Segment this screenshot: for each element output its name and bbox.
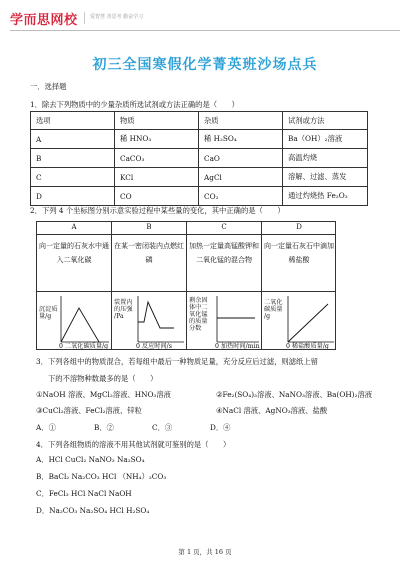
table-cell: 通过灼烧热 Fe₂O₃ <box>283 187 368 206</box>
y-axis-label: 装置内的压强/Pa <box>114 299 133 320</box>
table-cell: AgCl <box>199 168 283 187</box>
table-cell: A <box>31 130 115 149</box>
page-header <box>0 0 410 30</box>
question-3-answers <box>36 423 268 433</box>
answer-choice-b: B．② <box>94 423 114 432</box>
question-2-option-grid <box>36 221 336 350</box>
question-3-item-1: ①NaOH 溶液、MgCl₂溶液、HNO₃溶液 <box>36 390 171 399</box>
table-cell: CO <box>115 187 199 206</box>
brand-logo: 学而思网校 <box>10 13 78 28</box>
question-4-choice-c: C．FeCl₃ HCl NaCl NaOH <box>36 489 132 498</box>
table-row <box>31 130 368 149</box>
page-footer: 第 1 页，共 16 页 <box>178 548 232 556</box>
question-3-item-3: ③CuCl₂溶液、FeCl₂溶液、锌粒 <box>36 406 142 415</box>
question-3-stem-continued: 下的不溶物种数最多的是（ ） <box>48 374 158 383</box>
header-rule <box>10 30 400 31</box>
section-heading: 一．选择题 <box>30 82 67 91</box>
option-c-graph <box>187 292 261 349</box>
table-header-row <box>31 112 368 130</box>
y-axis-label: 二氧化碳质量/g <box>264 299 283 320</box>
table-cell: CaCO₃ <box>115 149 199 168</box>
x-axis-label: 0 稀盐酸质量/g <box>286 343 329 349</box>
question-4-choice-b: B．BaCl₂ Na₂CO₃ HCl （NH₄）₂CO₃ <box>36 472 167 481</box>
table-cell: B <box>31 149 115 168</box>
table-cell: 稀 H₂SO₄ <box>199 130 283 149</box>
y-axis-label: 沉淀质量/g <box>39 306 58 320</box>
table-row <box>31 149 368 168</box>
option-a-graph <box>37 292 111 349</box>
x-axis-label: 0 反应时间/s <box>136 343 172 349</box>
option-b-letter: B <box>146 223 152 231</box>
question-1-stem: 1．除去下列物质中的少量杂质所选试剂或方法正确的是（ ） <box>30 100 239 109</box>
x-axis-label: 0 加热时间/min <box>215 343 260 349</box>
grid-divider <box>37 234 335 235</box>
option-c-description: 加热一定量高锰酸钾和二氧化锰的混合物 <box>189 242 259 264</box>
option-b-description: 在某一密闭装内点燃红磷 <box>114 242 184 264</box>
table-cell: 稀 HNO₃ <box>115 130 199 149</box>
y-axis-label: 剩余固体中二氧化锰的质量分数 <box>189 297 208 332</box>
table-row <box>31 168 368 187</box>
document-title: 初三全国寒假化学菁英班沙场点兵 <box>92 57 318 73</box>
table-cell: 高温灼烧 <box>283 149 368 168</box>
answer-choice-d: D．④ <box>210 423 231 432</box>
option-d-graph <box>262 292 336 349</box>
table-header-cell: 试剂或方法 <box>283 112 368 130</box>
table-row <box>31 187 368 206</box>
option-d-description: 向一定量石灰石中滴加稀盐酸 <box>264 242 334 264</box>
question-2-stem: 2．下列 4 个坐标图分别示意实验过程中某些量的变化，其中正确的是（ ） <box>30 206 285 215</box>
question-3-item-4: ④NaCl 溶液、AgNO₃溶液、盐酸 <box>216 406 328 415</box>
answer-choice-c: C．③ <box>152 423 173 432</box>
table-header-cell: 选项 <box>31 112 115 130</box>
question-4-choice-d: D．Na₂CO₃ Na₂SO₄ HCl H₂SO₄ <box>36 506 150 515</box>
table-cell: 溶解、过滤、蒸发 <box>283 168 368 187</box>
table-cell: C <box>31 168 115 187</box>
question-4-stem: 4．下列各组物质的溶液不用其他试剂就可鉴别的是（ ） <box>36 440 231 449</box>
curve-line <box>138 302 174 328</box>
table-cell: CO₂ <box>199 187 283 206</box>
x-axis-label: 0 二氧化碳质量/g <box>59 343 109 349</box>
question-1-table <box>30 111 368 206</box>
question-4-choice-a: A．HCl CuCl₂ NaNO₃ Na₂SO₄ <box>36 455 145 464</box>
curve-line <box>288 304 328 342</box>
option-c-letter: C <box>221 223 227 231</box>
table-header-cell: 物质 <box>115 112 199 130</box>
question-3-stem: 3．下列各组中的物质混合，若每组中最后一种物质足量，充分反应后过滤，则滤纸上留 <box>36 357 318 366</box>
option-b-graph <box>112 292 186 349</box>
table-cell: D <box>31 187 115 206</box>
option-d-letter: D <box>296 223 302 231</box>
option-a-letter: A <box>71 223 77 231</box>
answer-choice-a: A．① <box>36 423 56 432</box>
brand-slogan: 爱智慧 善思考 勤奋学习 <box>90 14 144 20</box>
table-cell: CaO <box>199 149 283 168</box>
question-3-item-2: ②Fe₂(SO₄)₃溶液、NaNO₃溶液、Ba(OH)₂溶液 <box>216 390 373 399</box>
logo-divider <box>84 12 85 24</box>
curve-line <box>61 308 99 342</box>
table-cell: KCl <box>115 168 199 187</box>
table-header-cell: 杂质 <box>199 112 283 130</box>
table-cell: Ba（OH）₂溶液 <box>283 130 368 149</box>
option-a-description: 向一定量的石灰水中通入二氧化碳 <box>39 242 109 264</box>
